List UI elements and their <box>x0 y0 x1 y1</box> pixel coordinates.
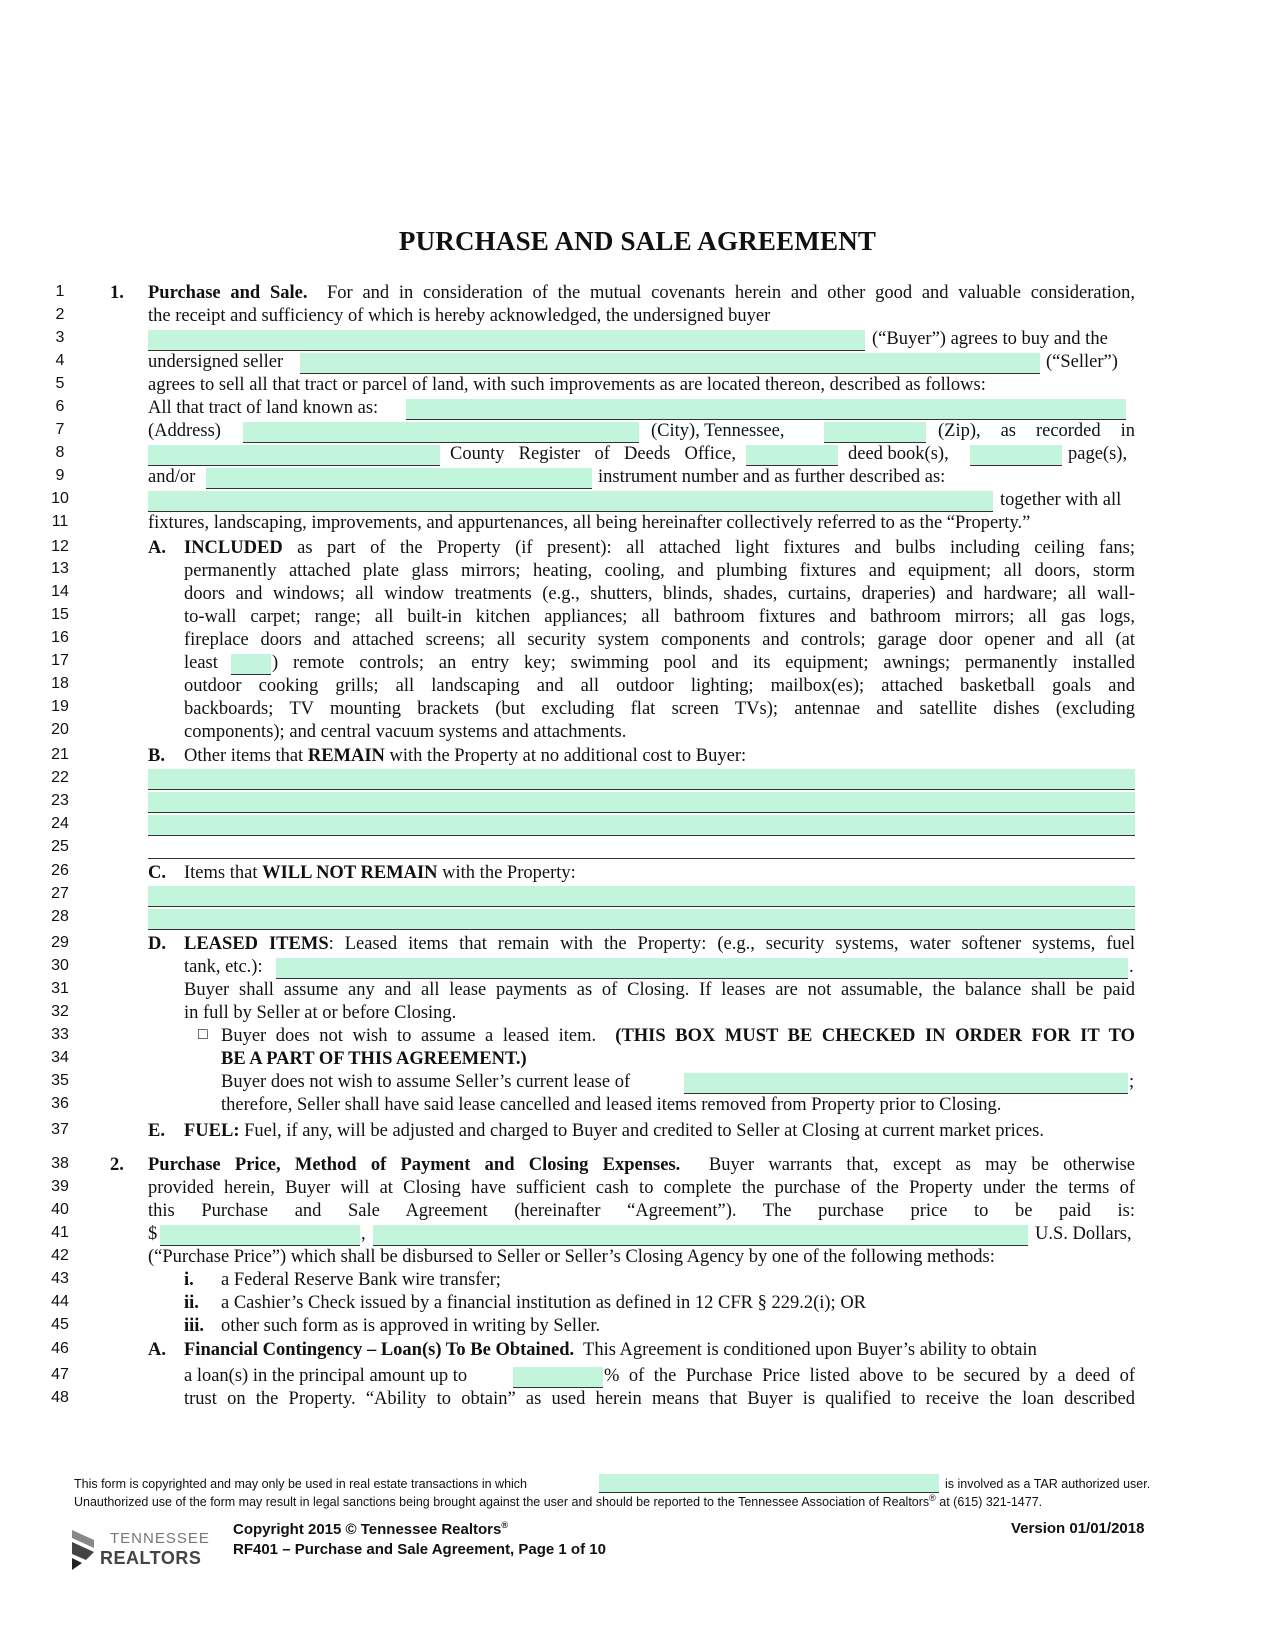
realtors-logo-mark-icon <box>72 1530 102 1570</box>
remain-items-underline <box>148 858 1135 859</box>
least-label: least <box>184 653 218 673</box>
section-2a-line-46: Financial Contingency – Loan(s) To Be Obtained. This Agreement is conditioned upon Buyer’s ability to obtain <box>184 1340 1037 1360</box>
not-remain-items-field-2[interactable] <box>148 909 1135 930</box>
section-d-line-36: therefore, Seller shall have said lease cancelled and leased items removed from Property prior to Closing. <box>221 1095 1002 1115</box>
county-label: County Register of Deeds Office, <box>450 444 736 464</box>
tract-field[interactable] <box>406 399 1126 420</box>
section-1-line-3: (“Buyer”) agrees to buy and the <box>872 329 1108 349</box>
zip-label: (Zip), as recorded in <box>938 421 1135 441</box>
section-2a-line-48: trust on the Property. “Ability to obtain” as used herein means that Buyer is qualified to receive the loan described <box>184 1389 1135 1409</box>
remain-items-field-3[interactable] <box>148 815 1135 836</box>
line-number: 9 <box>55 467 65 484</box>
andor-label: and/or <box>148 467 196 487</box>
method-iii-text: other such form as is approved in writing by Seller. <box>221 1316 601 1336</box>
line-number: 31 <box>51 980 69 997</box>
tank-label: tank, etc.): <box>184 957 263 977</box>
deed-book-label: deed book(s), <box>848 444 949 464</box>
address-label: (Address) <box>148 421 221 441</box>
line-number: 16 <box>51 629 69 646</box>
remote-count-field[interactable] <box>231 654 271 675</box>
footer-copyright-notice-1: This form is copyrighted and may only be used in real estate transactions in which <box>74 1477 528 1491</box>
section-a-line-20: components); and central vacuum systems and attachments. <box>184 722 627 742</box>
section-2a-letter: A. <box>148 1340 166 1360</box>
section-1-line-1: Purchase and Sale. For and in consideration of the mutual covenants herein and other good and valuable consideration, <box>148 283 1135 303</box>
section-a-line-14: doors and windows; all window treatments (e.g., shutters, blinds, shades, curtains, draperies) and hardware; all wall- <box>184 584 1135 604</box>
line-number: 14 <box>51 583 69 600</box>
loan-amount-label: a loan(s) in the principal amount up to <box>184 1366 468 1386</box>
section-a-line-12: INCLUDED as part of the Property (if present): all attached light fixtures and bulbs including ceiling fans; <box>184 538 1135 558</box>
seller-quote: (“Seller”) <box>1046 352 1118 372</box>
page-field[interactable] <box>970 445 1062 466</box>
line-number: 34 <box>51 1049 69 1066</box>
line-number: 17 <box>51 652 69 669</box>
purchase-price-words-field[interactable] <box>373 1225 1028 1246</box>
line-number: 23 <box>51 792 69 809</box>
footer-form-id: RF401 – Purchase and Sale Agreement, Page 1 of 10 <box>233 1541 606 1558</box>
line-number: 28 <box>51 908 69 925</box>
section-a-line-17: ) remote controls; an entry key; swimming pool and its equipment; awnings; permanently installed <box>272 653 1135 673</box>
line-number: 37 <box>51 1121 69 1138</box>
leased-item-checkbox[interactable]: □ <box>198 1026 208 1043</box>
line-number: 8 <box>55 444 65 461</box>
remain-items-field-2[interactable] <box>148 792 1135 813</box>
line-number: 13 <box>51 560 69 577</box>
purchase-price-comma: , <box>361 1224 366 1244</box>
tar-user-field[interactable] <box>599 1474 939 1493</box>
section-a-letter: A. <box>148 538 166 558</box>
seller-name-field[interactable] <box>300 353 1040 374</box>
line-number: 42 <box>51 1247 69 1264</box>
tennessee-realtors-logo <box>72 1528 217 1578</box>
not-remain-items-field-1[interactable] <box>148 886 1135 907</box>
section-a-line-18: outdoor cooking grills; all landscaping and all outdoor lighting; mailbox(es); attached basketball goals and <box>184 676 1135 696</box>
footer-copyright: Copyright 2015 © Tennessee Realtors® <box>233 1520 509 1538</box>
section-2-line-39: provided herein, Buyer will at Closing have sufficient cash to complete the purchase of the Property under the terms of <box>148 1178 1135 1198</box>
section-1-number: 1. <box>110 283 124 303</box>
deed-book-field[interactable] <box>746 445 838 466</box>
line-number: 43 <box>51 1270 69 1287</box>
line-number: 46 <box>51 1340 69 1357</box>
line-number: 48 <box>51 1389 69 1406</box>
method-i-number: i. <box>184 1270 194 1290</box>
section-2-number: 2. <box>110 1155 124 1175</box>
logo-text-tennessee: TENNESSEE <box>110 1530 210 1547</box>
leased-items-period: . <box>1129 957 1134 977</box>
method-iii-number: iii. <box>184 1316 205 1336</box>
line-number: 21 <box>51 746 69 763</box>
section-e-text: FUEL: Fuel, if any, will be adjusted and charged to Buyer and credited to Seller at Closing at current market prices. <box>184 1121 1045 1141</box>
section-2-line-38: Purchase Price, Method of Payment and Closing Expenses. Buyer warrants that, except as may be otherwise <box>148 1155 1135 1175</box>
method-i-text: a Federal Reserve Bank wire transfer; <box>221 1270 501 1290</box>
line-number: 44 <box>51 1293 69 1310</box>
line-number: 20 <box>51 721 69 738</box>
line-number: 6 <box>55 398 65 415</box>
section-d-line-33: Buyer does not wish to assume a leased item. (THIS BOX MUST BE CHECKED IN ORDER FOR IT TO <box>221 1026 1135 1046</box>
line-number: 30 <box>51 957 69 974</box>
line-number: 38 <box>51 1155 69 1172</box>
zip-field[interactable] <box>824 422 926 443</box>
line-number: 27 <box>51 885 69 902</box>
method-ii-number: ii. <box>184 1293 199 1313</box>
section-a-line-13: permanently attached plate glass mirrors; heating, cooling, and plumbing fixtures and equipment; all doors, storm <box>184 561 1135 581</box>
line-number: 32 <box>51 1003 69 1020</box>
line-number: 35 <box>51 1072 69 1089</box>
leased-items-field[interactable] <box>276 958 1128 979</box>
section-a-line-15: to-wall carpet; range; all built-in kitchen appliances; all bathroom fixtures and bathroom mirrors; all gas logs, <box>184 607 1135 627</box>
line-number: 15 <box>51 606 69 623</box>
page-title: PURCHASE AND SALE AGREEMENT <box>398 226 877 256</box>
footer-copyright-notice-2: Unauthorized use of the form may result in legal sanctions being brought against the user and should be reported to the Tennessee Association of Realtors® at (615) 321-1477. <box>74 1493 1043 1510</box>
footer-copyright-notice-1b: is involved as a TAR authorized user. <box>945 1477 1151 1491</box>
line-number: 47 <box>51 1366 69 1383</box>
instrument-number-field[interactable] <box>206 468 592 489</box>
address-field[interactable] <box>243 422 639 443</box>
line-number: 29 <box>51 934 69 951</box>
line-number: 24 <box>51 815 69 832</box>
line-number: 40 <box>51 1201 69 1218</box>
line-number: 19 <box>51 698 69 715</box>
page-label: page(s), <box>1068 444 1128 464</box>
section-d-line-31: Buyer shall assume any and all lease payments as of Closing. If leases are not assumable, the balance shall be paid <box>184 980 1135 1000</box>
section-b-letter: B. <box>148 746 165 766</box>
section-c-heading: Items that WILL NOT REMAIN with the Property: <box>184 863 576 883</box>
section-2-line-42: (“Purchase Price”) which shall be disbursed to Seller or Seller’s Closing Agency by one of the following methods: <box>148 1247 995 1267</box>
line-number: 4 <box>55 352 65 369</box>
method-ii-text: a Cashier’s Check issued by a financial institution as defined in 12 CFR § 229.2(i); OR <box>221 1293 867 1313</box>
line-number: 11 <box>51 513 69 530</box>
together-label: together with all <box>1000 490 1122 510</box>
line-number: 39 <box>51 1178 69 1195</box>
further-description-field[interactable] <box>148 491 993 512</box>
line-number: 18 <box>51 675 69 692</box>
current-lease-semicolon: ; <box>1129 1072 1135 1092</box>
section-e-letter: E. <box>148 1121 165 1141</box>
line-number: 2 <box>55 306 65 323</box>
current-lease-label: Buyer does not wish to assume Seller’s current lease of <box>221 1072 631 1092</box>
section-1-line-11: fixtures, landscaping, improvements, and appurtenances, all being hereinafter collectively referred to as the “Property.” <box>148 513 1031 533</box>
line-number: 22 <box>51 769 69 786</box>
county-field[interactable] <box>148 445 440 466</box>
purchase-price-number-field[interactable] <box>160 1225 360 1246</box>
section-d-line-29: LEASED ITEMS: Leased items that remain with the Property: (e.g., security systems, water softener systems, fuel <box>184 934 1136 954</box>
dollar-sign: $ <box>148 1224 158 1244</box>
section-a-line-19: backboards; TV mounting brackets (but excluding flat screen TVs); antennae and satellite dishes (excluding <box>184 699 1135 719</box>
tract-label: All that tract of land known as: <box>148 398 379 418</box>
line-number: 10 <box>51 490 69 507</box>
line-number: 12 <box>51 538 69 555</box>
section-a-line-16: fireplace doors and attached screens; all security system components and controls; garage door opener and all (at <box>184 630 1135 650</box>
line-number: 26 <box>51 862 69 879</box>
loan-percent-field[interactable] <box>513 1367 603 1388</box>
line-number: 36 <box>51 1095 69 1112</box>
current-lease-field[interactable] <box>684 1073 1128 1094</box>
section-d-line-34: BE A PART OF THIS AGREEMENT.) <box>221 1049 527 1069</box>
footer-version: Version 01/01/2018 <box>1011 1520 1145 1537</box>
line-number: 3 <box>55 329 65 346</box>
us-dollars-label: U.S. Dollars, <box>1035 1224 1132 1244</box>
line-number: 45 <box>51 1316 69 1333</box>
section-d-line-32: in full by Seller at or before Closing. <box>184 1003 457 1023</box>
buyer-name-field[interactable] <box>148 330 865 351</box>
logo-text-realtors: REALTORS <box>100 1548 202 1568</box>
line-number: 41 <box>51 1224 69 1241</box>
line-number: 33 <box>51 1026 69 1043</box>
line-number: 1 <box>55 283 65 300</box>
line-number: 25 <box>51 838 69 855</box>
city-label: (City), Tennessee, <box>651 421 785 441</box>
section-b-heading: Other items that REMAIN with the Property at no additional cost to Buyer: <box>184 746 747 766</box>
section-d-letter: D. <box>148 934 166 954</box>
seller-label: undersigned seller <box>148 352 284 372</box>
remain-items-field-1[interactable] <box>148 769 1135 790</box>
section-2a-line-47: % of the Purchase Price listed above to be secured by a deed of <box>604 1366 1135 1386</box>
section-1-line-5: agrees to sell all that tract or parcel of land, with such improvements as are located thereon, described as follows: <box>148 375 986 395</box>
section-1-line-2: the receipt and sufficiency of which is hereby acknowledged, the undersigned buyer <box>148 306 771 326</box>
section-2-line-40: this Purchase and Sale Agreement (hereinafter “Agreement”). The purchase price to be paid is: <box>148 1201 1135 1221</box>
line-number: 5 <box>55 375 65 392</box>
instrument-label: instrument number and as further described as: <box>598 467 946 487</box>
section-c-letter: C. <box>148 863 166 883</box>
line-number: 7 <box>55 421 65 438</box>
